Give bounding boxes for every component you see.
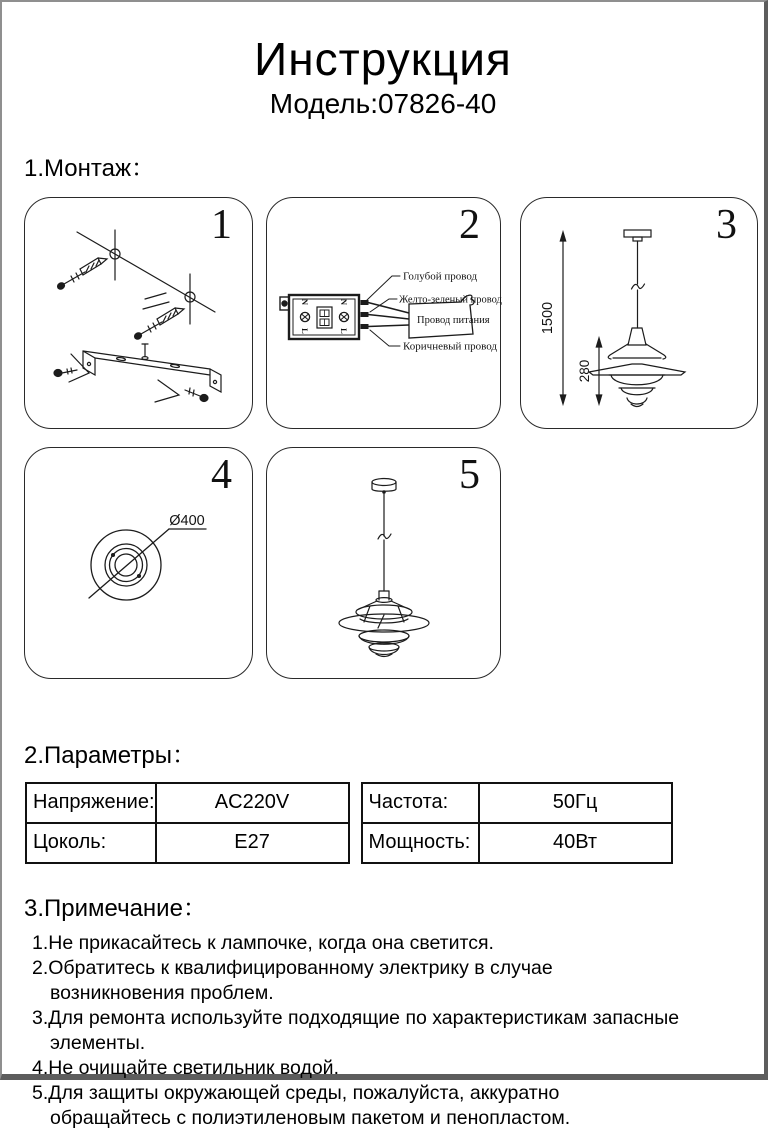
- dimension-diameter: Ø400: [169, 512, 205, 529]
- terminal-l-label: L: [300, 327, 310, 334]
- param-label: Цоколь:: [26, 823, 156, 863]
- section-heading-notes: 3.Примечание：: [24, 894, 207, 922]
- param-value: AC220V: [156, 783, 349, 823]
- param-label: Напряжение:: [26, 783, 156, 823]
- parameters-tables: [25, 782, 764, 864]
- note-item: 1.Не прикасайтесь к лампочке, когда она светится.: [32, 931, 494, 954]
- panel-number: 3: [716, 201, 737, 248]
- panel-number: 5: [459, 451, 480, 498]
- param-label: Мощность:: [362, 823, 479, 863]
- note-item: 4.Не очищайте светильник водой.: [32, 1056, 339, 1079]
- params-table-left: [25, 782, 350, 864]
- wire-label-brown: Коричневый провод: [403, 340, 497, 353]
- section-heading-montage: 1.Монтаж：: [24, 154, 156, 182]
- panel-1: [24, 197, 253, 429]
- section-heading-params: 2.Параметры：: [24, 741, 196, 769]
- panel-number: 1: [211, 201, 232, 248]
- notes-list: [32, 931, 724, 1131]
- terminal-l-label: L: [339, 327, 349, 334]
- dimension-shade-height: 280: [577, 359, 592, 382]
- param-value: 50Гц: [479, 783, 672, 823]
- wire-label-yellow-green: Желто-зеленый провод: [399, 294, 502, 306]
- panel-number: 2: [459, 201, 480, 248]
- panels-row-1: [24, 197, 764, 429]
- note-item: 3.Для ремонта используйте подходящие по характеристикам запасные элементы.: [32, 1006, 680, 1054]
- panel-3: [520, 197, 758, 429]
- model-number: Модель:07826-40: [269, 87, 497, 119]
- wire-label-blue: Голубой провод: [403, 270, 478, 283]
- param-value: 40Вт: [479, 823, 672, 863]
- note-item: 2.Обратитесь к квалифицированному электрику в случае возникновения проблем.: [32, 956, 553, 1004]
- terminal-n-label: N: [339, 298, 349, 305]
- panel-number: 4: [211, 451, 232, 498]
- params-table-right: [361, 782, 673, 864]
- terminal-n-label: N: [300, 298, 310, 305]
- wire-label-power: Провод питания: [417, 314, 490, 326]
- panel-4: [24, 447, 253, 679]
- header: [2, 34, 764, 120]
- note-item: 5.Для защиты окружающей среды, пожалуйста, аккуратно обращайтесь с полиэтиленовым пакетом и пенопластом.: [32, 1081, 571, 1129]
- page-title: Инструкция: [254, 33, 512, 85]
- param-label: Частота:: [362, 783, 479, 823]
- panel-2: [266, 197, 501, 429]
- dimension-total-height: 1500: [540, 301, 556, 334]
- panels-row-2: [24, 447, 764, 679]
- table-gap: [350, 782, 361, 864]
- param-value: E27: [156, 823, 349, 863]
- panel-5: [266, 447, 501, 679]
